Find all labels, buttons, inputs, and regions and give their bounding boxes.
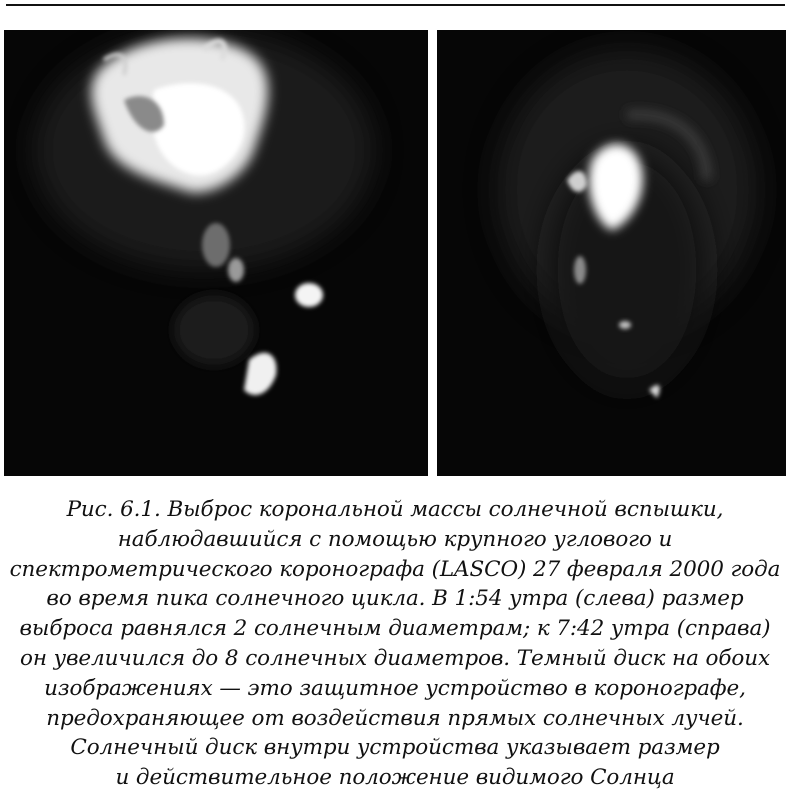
- coronagraph-image-right: [437, 30, 786, 476]
- caption-line: Солнечный диск внутри устройства указывает размер: [70, 735, 720, 761]
- caption-line: спектрометрического коронографа (LASCO) 27 февраля 2000 года: [9, 556, 781, 582]
- caption-line: наблюдавшийся с помощью крупного углового и: [117, 526, 673, 552]
- figure-caption: [0, 495, 790, 793]
- caption-line: во время пика солнечного цикла. В 1:54 утра (слева) размер: [46, 586, 744, 612]
- caption-line: выброса равнялся 2 солнечным диаметрам; к 7:42 утра (справа): [19, 616, 771, 642]
- caption-line: он увеличился до 8 солнечных диаметров. Темный диск на обоих: [19, 645, 771, 671]
- top-rule: [6, 4, 785, 6]
- caption-line: Рис. 6.1. Выброс корональной массы солнечной вспышки,: [66, 497, 724, 522]
- caption-line: предохраняющее от воздействия прямых солнечных лучей.: [46, 705, 744, 731]
- caption-line: и действительное положение видимого Солнца: [115, 765, 675, 791]
- caption-line: изображениях — это защитное устройство в коронографе,: [44, 675, 746, 701]
- coronagraph-image-left: [4, 30, 428, 476]
